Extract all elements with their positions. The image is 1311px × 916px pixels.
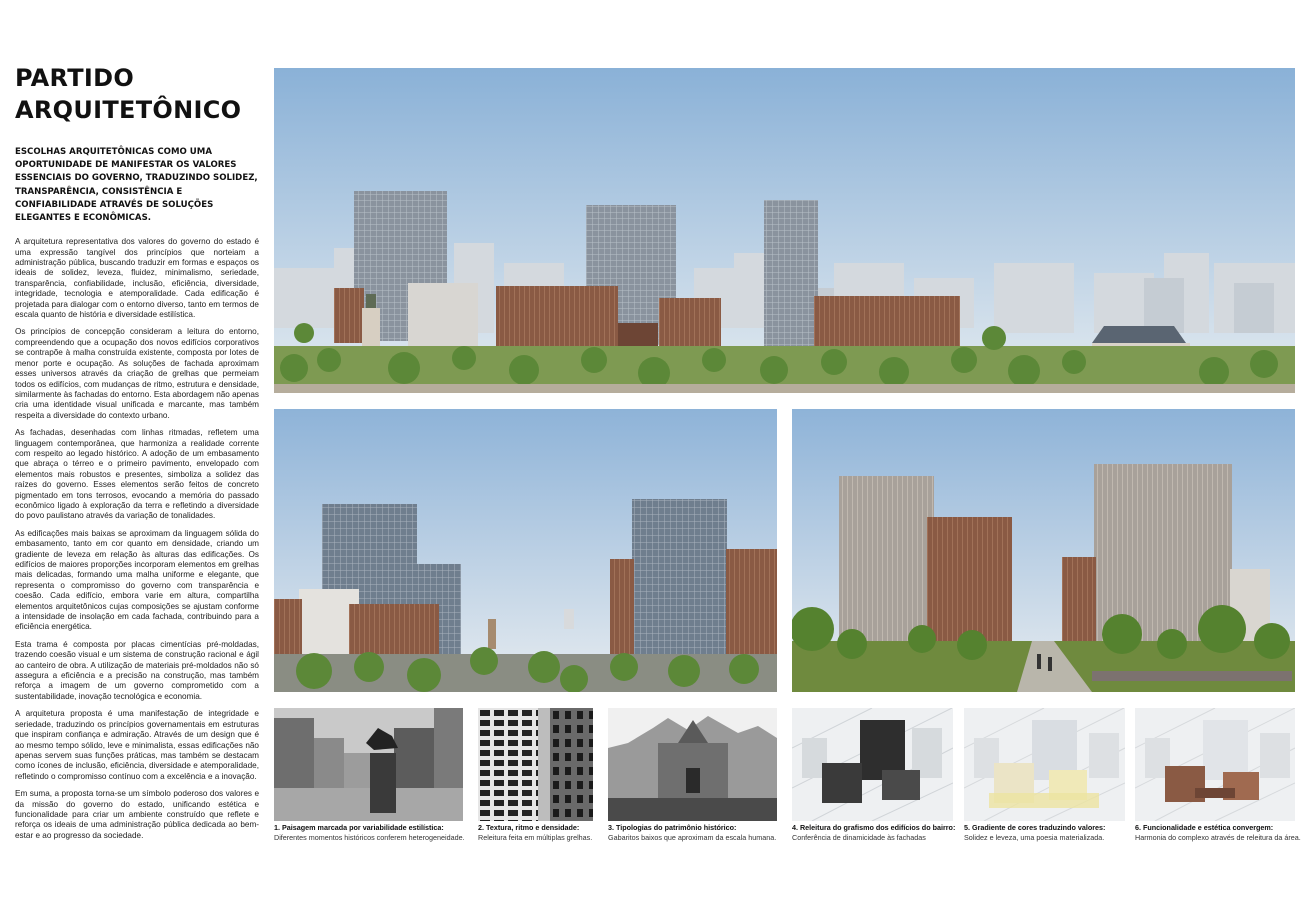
caption-3-text: Gabaritos baixos que aproximam da escala humana. — [608, 833, 777, 842]
plaza-render-image — [792, 409, 1295, 692]
caption-3 — [608, 823, 788, 843]
caption-3-title: 3. Tipologias do patrimônio histórico: — [608, 823, 737, 832]
caption-2 — [478, 823, 603, 843]
caption-4-text: Conferência de dinamicidade às fachadas — [792, 833, 926, 842]
caption-5-title: 5. Gradiente de cores traduzindo valores: — [964, 823, 1106, 832]
hero-render-image — [274, 68, 1295, 393]
title-line-2: ARQUITETÔNICO — [15, 96, 242, 124]
paragraph-4: As edificações mais baixas se aproximam da linguagem sólida do embasamento, tanto em cor quanto em densidade, criando um gradiente de leveza em relação às alturas das edificações. Os edifícios de maiores proporções incorporam elementos em grelhas mais delicadas, formando uma malha uniforme e elegante, que representa o compromisso do governo com transparência e coesão. Cada edifício, embora varie em altura, compartilha elementos arquitetônicos cujas composições se ajustam conforme a intensidade de insolação em cada fachada, contribuindo para a eficiência energética. — [15, 528, 259, 632]
caption-4-title: 4. Releitura do grafismo dos edifícios do bairro: — [792, 823, 956, 832]
facade-texture-image — [478, 708, 593, 821]
axonometric-gradient-image — [964, 708, 1125, 821]
caption-5-text: Solidez e leveza, uma poesia materializada. — [964, 833, 1105, 842]
caption-6-title: 6. Funcionalidade e estética convergem: — [1135, 823, 1274, 832]
axonometric-grafismo-image — [792, 708, 953, 821]
paragraph-3: As fachadas, desenhadas com linhas ritmadas, refletem uma linguagem contemporânea, que harmoniza a realidade corrente com respeito ao legado histórico. A adoção de um embasamento que abraça o térreo e o primeiro pavimento, envelopado com elementos mais robustos e presentes, simboliza a solidez das raízes do governo. Esses elementos serão feitos de concreto pigmentado em tons terrosos, evocando a memória do passado econômico ligado à exploração da terra e refletindo a diversidade do povo paulistano através da variação de tonalidades. — [15, 428, 259, 521]
text-column — [15, 62, 259, 848]
page-title — [15, 62, 259, 126]
caption-4 — [792, 823, 962, 843]
caption-2-text: Releitura feita em múltiplas grelhas. — [478, 833, 593, 842]
caption-6 — [1135, 823, 1305, 843]
axonometric-function-image — [1135, 708, 1295, 821]
street-render-image — [274, 409, 777, 692]
title-line-1: PARTIDO — [15, 64, 135, 92]
caption-2-title: 2. Textura, ritmo e densidade: — [478, 823, 580, 832]
historic-landscape-image — [274, 708, 463, 821]
paragraph-7: Em suma, a proposta torna-se um símbolo poderoso dos valores e da missão do governo do estado, unificando estética e funcionalidade para criar um ambiente construído que reflete e reforça os ideais de uma administração pública dedicada ao bem-estar e ao progresso da sociedade. — [15, 789, 259, 840]
paragraph-5: Esta trama é composta por placas cimentícias pré-moldadas, trazendo coesão visual e um sistema de construção racional e ágil ao canteiro de obra. A utilização de materiais pré-moldados não só assegura a eficiência e a precisão na construção, mas também reforça a imagem de um governo comprometido com a sustentabilidade, inovação tecnológica e economia. — [15, 639, 259, 701]
caption-1 — [274, 823, 474, 843]
subtitle: ESCOLHAS ARQUITETÔNICAS COMO UMA OPORTUNIDADE DE MANIFESTAR OS VALORES ESSENCIAIS DO GOVERNO, TRADUZINDO SOLIDEZ, TRANSPARÊNCIA, CONSISTÊNCIA E CONFIABILIDADE ATRAVÉS DE SOLUÇÕES ELEGANTES E ECONÔMICAS. — [15, 147, 258, 224]
paragraph-2: Os princípios de concepção consideram a leitura do entorno, compreendendo que a ocupação dos novos edifícios corporativos se contrapõe à malha construída existente, composta por lotes de menor porte e ocupação. As soluções de fachada aproximam esses universos através da criação de grelhas que permeiam todos os edifícios, com mudanças de ritmo, estrutura e densidade, similarmente às fachadas do entorno. Esta abordagem não apenas cria uma identidade visual unificada e marcante, mas também respeita a diversidade do contexto urbano. — [15, 327, 259, 420]
paragraph-6: A arquitetura proposta é uma manifestação de integridade e seriedade, traduzindo os princípios governamentais em estruturas que inspiram confiança e admiração. Através de um design que é ao mesmo tempo sólido, leve e minimalista, essas edificações não apenas servem suas funções práticas, mas também se destacam como ícones de inclusão, eficiência, diversidade e atemporalidade, refletindo o compromisso contínuo com a excelência e a inovação. — [15, 709, 259, 781]
caption-5 — [964, 823, 1132, 843]
caption-1-text: Diferentes momentos históricos conferem heterogeneidade. — [274, 833, 465, 842]
caption-1-title: 1. Paisagem marcada por variabilidade estilística: — [274, 823, 444, 832]
caption-6-text: Harmonia do complexo através de releitura da área. — [1135, 833, 1301, 842]
paragraph-1: A arquitetura representativa dos valores do governo do estado é uma expressão tangível dos princípios que norteiam a administração pública, buscando traduzir em formas e espaços os ideais de solidez, leveza, fluidez, minimalismo, seriedade, transparência, confiabilidade, inclusão, eficiência, diversidade, integridade, tecnologia e atemporalidade. Cada edificação é projetada para dialogar com o entorno diverso, tanto em termos de escala quanto de história e diversidade estilística. — [15, 237, 259, 320]
heritage-church-image — [608, 708, 777, 821]
